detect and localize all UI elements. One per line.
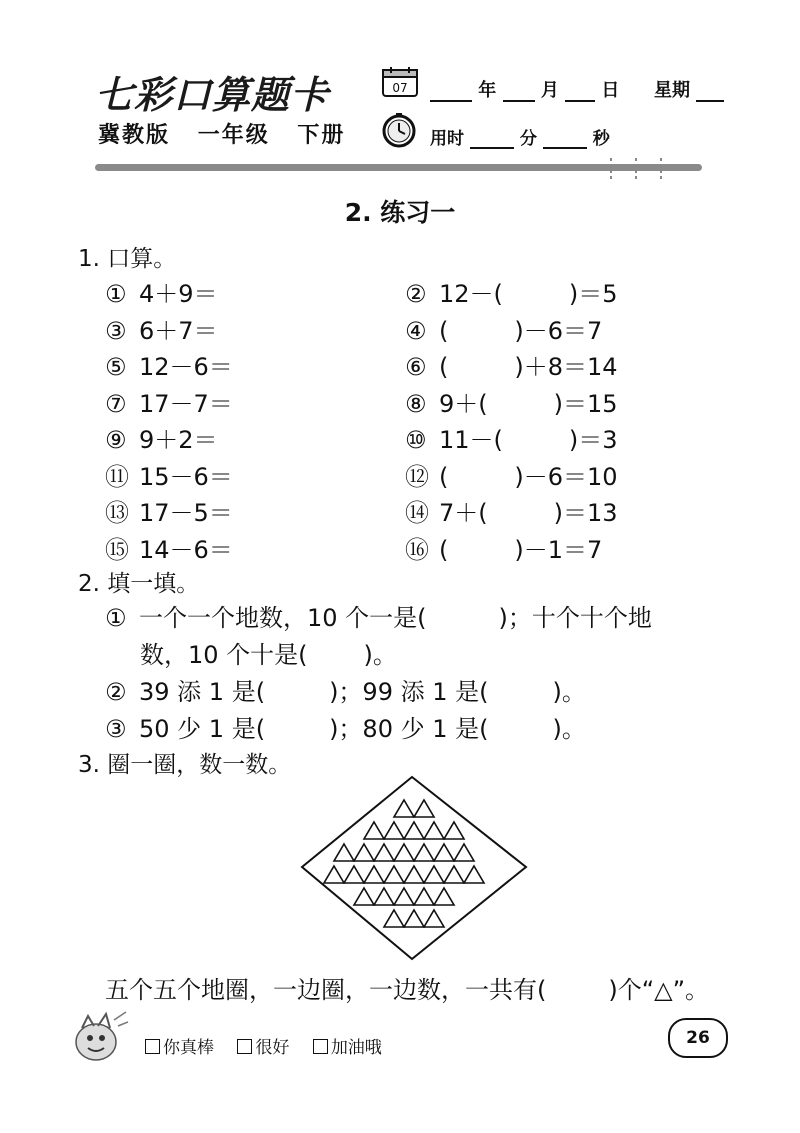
checkbox[interactable] xyxy=(313,1039,328,1054)
option-keep-going[interactable]: 加油哦 xyxy=(313,1038,382,1058)
binder-ring-icon xyxy=(632,158,640,180)
q1-problem: ⑯ ( )－1＝7 xyxy=(405,535,603,564)
q1-problem: ⑪ 15－6＝ xyxy=(105,462,233,491)
brand-title: 七彩口算题卡 xyxy=(95,72,330,117)
calendar-day: 07 xyxy=(392,81,408,95)
day-label: 日 xyxy=(601,80,620,101)
q1-title: 1. 口算。 xyxy=(78,246,177,272)
q1-problem: ⑬ 17－5＝ xyxy=(105,499,233,527)
q1-problem: ② 12－( )＝5 xyxy=(405,280,618,308)
month-blank[interactable] xyxy=(503,82,535,102)
q1-problem: ⑤ 12－6＝ xyxy=(105,353,233,381)
q1-problem: ⑧ 9＋( )＝15 xyxy=(405,389,618,418)
q2-item-1-line-2: 数，10 个十是( )。 xyxy=(140,641,397,669)
month-label: 月 xyxy=(540,80,559,101)
mascot-icon xyxy=(68,1006,130,1068)
option-great[interactable]: 你真棒 xyxy=(145,1038,214,1058)
edition-label: 冀教版 xyxy=(98,123,171,148)
q3-title: 3. 圈一圈，数一数。 xyxy=(78,752,292,778)
q1-problem: ⑥ ( )＋8＝14 xyxy=(405,353,618,381)
triangle-diamond-figure xyxy=(300,775,528,961)
calendar-icon xyxy=(381,66,419,98)
q2-item-2: ② 39 添 1 是( )；99 添 1 是( )。 xyxy=(105,678,586,706)
binder-ring-icon xyxy=(657,158,665,180)
time-used-label: 用时 xyxy=(430,129,464,149)
q1-problem: ⑮ 14－6＝ xyxy=(105,535,233,564)
time-line xyxy=(430,124,610,149)
q1-problem: ⑭ 7＋( )＝13 xyxy=(405,499,618,527)
checkbox[interactable] xyxy=(145,1039,160,1054)
q2-item-3: ③ 50 少 1 是( )；80 少 1 是( )。 xyxy=(105,715,586,743)
weekday-blank[interactable] xyxy=(696,82,724,102)
volume-label: 下册 xyxy=(297,123,346,148)
section-title: 2. 练习一 xyxy=(344,198,456,227)
weekday-label: 星期 xyxy=(653,80,690,101)
minutes-label: 分 xyxy=(519,129,537,149)
book-info xyxy=(98,118,363,149)
clock-icon xyxy=(381,112,417,148)
q1-problem: ① 4＋9＝ xyxy=(105,280,218,308)
date-line xyxy=(430,76,724,102)
day-blank[interactable] xyxy=(565,82,595,102)
q1-problem: ⑩ 11－( )＝3 xyxy=(405,426,618,454)
option-good[interactable]: 很好 xyxy=(237,1038,289,1058)
year-blank[interactable] xyxy=(430,82,472,102)
q1-problem: ⑫ ( )－6＝10 xyxy=(405,462,618,491)
binder-ring-icon xyxy=(607,158,615,180)
grade-label: 一年级 xyxy=(197,123,270,148)
seconds-blank[interactable] xyxy=(543,129,587,149)
year-label: 年 xyxy=(478,80,497,101)
minutes-blank[interactable] xyxy=(470,129,514,149)
self-evaluation xyxy=(145,1033,400,1058)
checkbox[interactable] xyxy=(237,1039,252,1054)
q2-item-1-line-1: ① 一个一个地数，10 个一是( )；十个十个地 xyxy=(105,604,652,632)
q2-title: 2. 填一填。 xyxy=(78,571,200,597)
q3-answer-line: 五个五个地圈，一边圈，一边数，一共有( )个“△”。 xyxy=(105,976,710,1004)
page-number: 26 xyxy=(668,1018,728,1058)
q1-problem: ④ ( )－6＝7 xyxy=(405,316,603,345)
q1-problem: ⑦ 17－7＝ xyxy=(105,389,233,418)
q1-problem: ⑨ 9＋2＝ xyxy=(105,426,218,454)
q1-problem: ③ 6＋7＝ xyxy=(105,316,218,345)
seconds-label: 秒 xyxy=(592,129,610,149)
